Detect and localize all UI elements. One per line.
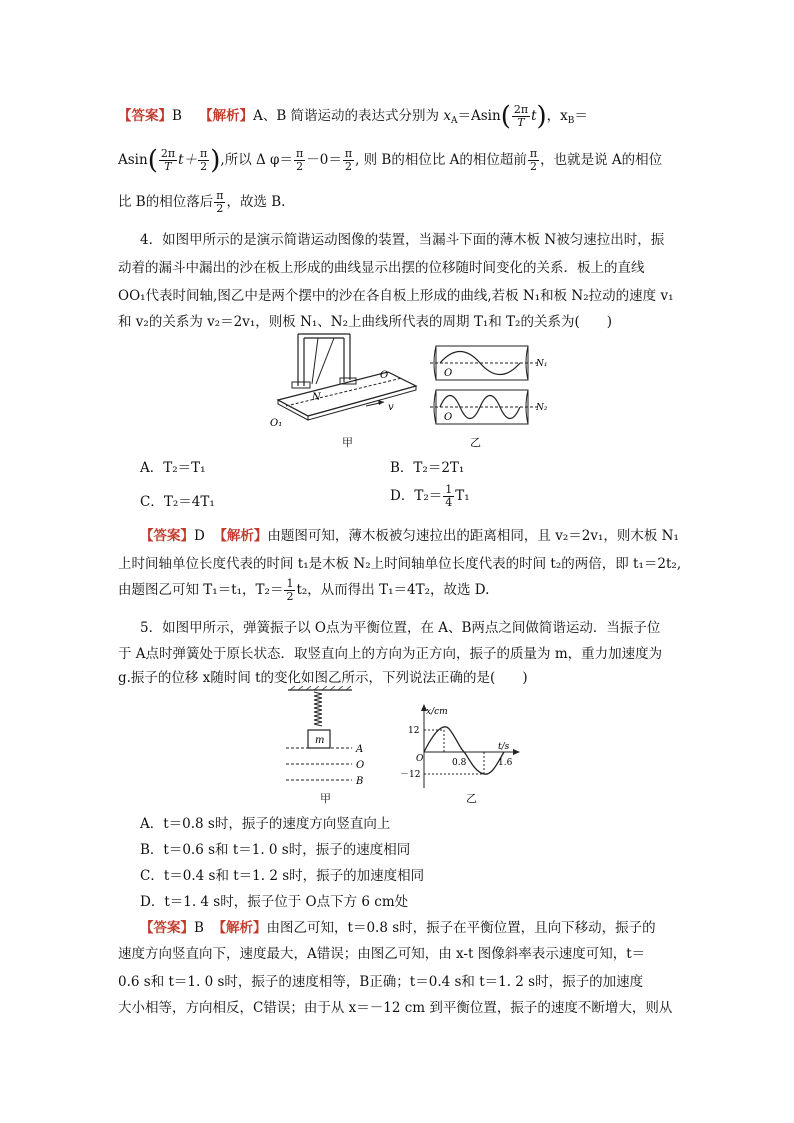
q4-figure-yi: [430, 342, 560, 428]
q3-text: ＝Asin: [457, 108, 501, 124]
fraction: [528, 148, 539, 173]
q3-text: ,所以 Δ φ＝: [220, 152, 293, 168]
q4-stem-4: 和 v₂的关系为 v₂＝2v₁，则板 N₁、N₂上曲线所代表的周期 T₁和 T₂的关系为( ): [118, 314, 612, 330]
q5-solution-3: 0.6 s和 t＝1. 0 s时，振子的速度相等，B正确；t＝0.4 s和 t＝1. 2 s时，振子的加速度: [118, 974, 644, 990]
q5-option-c: C．t＝0.4 s和 t＝1. 2 s时，振子的加速度相同: [140, 868, 425, 884]
frac-num: 2π: [513, 103, 529, 116]
option-text: T₁: [455, 488, 470, 504]
q5-option-a: A．t＝0.8 s时，振子的速度方向竖直向上: [140, 816, 391, 832]
paren: (: [500, 101, 511, 132]
q4-solution-2: 上时间轴单位长度代表的时间 t₁是木板 N₂上时间轴单位长度代表的时间 t₂的两倍，即 t₁＝2t₂,: [118, 556, 682, 572]
fraction: [214, 190, 225, 215]
label-O: O: [356, 760, 365, 771]
solution-text: 由题图乙可知 T₁＝t₁，T₂＝: [118, 582, 284, 598]
label-O: O: [380, 370, 389, 381]
frac-den: 2: [200, 160, 208, 173]
q3-text: , 则 B的相位比 A的相位超前: [355, 152, 527, 168]
q4-caption-yi: 乙: [470, 436, 481, 449]
fraction: [198, 148, 209, 173]
q5-caption-jia: 甲: [320, 792, 331, 805]
q4-figure-jia: [268, 330, 428, 430]
q3-answer: B: [172, 108, 182, 124]
label-v: v: [388, 402, 394, 413]
origin-O: O: [416, 754, 424, 764]
answer-tag: 【答案】: [140, 920, 194, 936]
tick-n12: －12: [400, 770, 421, 780]
answer-tag: 【答案】: [118, 108, 172, 124]
q3-text: －0＝: [306, 152, 342, 168]
frac-num: π: [529, 147, 538, 160]
label-m: m: [315, 735, 325, 746]
q3-answer-line-2: [118, 145, 663, 176]
frac-den: 2: [344, 160, 352, 173]
q4-stem-1: 4．如图甲所示的是演示简谐运动图像的装置，当漏斗下面的薄木板 N被匀速拉出时，振: [140, 232, 665, 248]
q5-answer: B: [194, 920, 204, 936]
frac-den: 4: [445, 496, 453, 509]
label-N: N: [312, 392, 321, 403]
label-A: A: [356, 744, 364, 755]
q3-var: t＋: [178, 152, 198, 168]
option-text: D．T₂＝: [390, 488, 443, 504]
q4-option-a: A．T₂＝T₁: [140, 460, 206, 476]
paren: (: [147, 145, 158, 176]
q3-text: ，故选 B.: [226, 194, 286, 210]
frac-den: 2: [296, 160, 304, 173]
q3-var: x: [443, 108, 451, 124]
frac-num: π: [296, 147, 304, 160]
analysis-tag: 【解析】: [212, 920, 267, 936]
q5-figure-yi: [394, 702, 524, 790]
q3-text: ，x: [546, 108, 568, 124]
label-O1: O₁: [270, 418, 283, 429]
q4-stem-2: 动着的漏斗中漏出的沙在板上形成的曲线显示出摆的位移随时间变化的关系．板上的直线: [118, 260, 645, 276]
answer-tag: 【答案】: [140, 528, 194, 544]
analysis-tag: 【解析】: [213, 528, 268, 544]
q4-caption-jia: 甲: [342, 436, 353, 449]
q5-stem-3: g.振子的位移 x随时间 t的变化如图乙所示，下列说法正确的是( ): [118, 670, 528, 686]
q3-text: A、B 简谐运动的表达式分别为: [253, 108, 444, 124]
q5-caption-yi: 乙: [466, 792, 477, 805]
q4-answer: D: [194, 528, 205, 544]
frac-den: T: [164, 160, 172, 173]
arrow-head: [378, 400, 384, 405]
tick-12: 12: [408, 726, 420, 736]
solution-text: t₂，从而得出 T₁＝4T₂，故选 D.: [296, 582, 490, 598]
label-N2: N₂: [536, 403, 548, 413]
analysis-tag: 【解析】: [199, 108, 254, 124]
frac-den: T: [517, 116, 525, 129]
q5-solution-2: 速度方向竖直向下，速度最大，A错误；由图乙可知，由 x-t 图像斜率表示速度可知，t＝: [118, 946, 646, 962]
tick-16: 1.6: [498, 758, 513, 768]
frac-den: 2: [286, 590, 294, 603]
q3-text: ，也就是说 A的相位: [540, 152, 663, 168]
paren: ): [210, 145, 221, 176]
q4-option-c: C．T₂＝4T₁: [140, 494, 215, 510]
pendulum-string: [316, 338, 334, 384]
q4-option-d: [390, 484, 470, 509]
q3-answer-line-3: [118, 190, 285, 215]
label-O: O: [444, 368, 453, 379]
q3-var: t: [531, 108, 537, 124]
x-arrow: [513, 749, 520, 755]
label-N1: N₁: [536, 359, 548, 369]
q3-text: Asin: [118, 152, 148, 168]
q5-figure-jia: [282, 686, 382, 786]
q3-answer-line-1: [118, 101, 588, 132]
x-label: t/s: [498, 742, 510, 752]
fraction: [443, 484, 454, 509]
fraction: [284, 578, 295, 603]
q4-solution-3: [118, 578, 489, 603]
q3-text: 比 B的相位落后: [118, 194, 214, 210]
pendulum-string: [312, 338, 318, 384]
fraction: [159, 148, 177, 173]
paren: ): [536, 101, 547, 132]
fraction: [343, 148, 354, 173]
q5-solution-1: [140, 916, 656, 936]
frac-num: 1: [445, 483, 453, 496]
frac-den: 2: [530, 160, 538, 173]
q4-solution-1: [140, 524, 679, 544]
frac-den: 2: [216, 202, 224, 215]
tick-08: 0.8: [452, 758, 467, 768]
fraction: [512, 104, 530, 129]
q5-option-b: B．t＝0.6 s和 t＝1. 0 s时，振子的速度相同: [140, 842, 411, 858]
q3-sub: A: [450, 116, 458, 126]
label-B: B: [356, 776, 364, 786]
q5-solution-4: 大小相等，方向相反，C错误；由于从 x＝－12 cm 到平衡位置，振子的速度不断增大，则从: [118, 1000, 673, 1016]
q3-sub: B: [567, 116, 575, 126]
frac-num: π: [200, 147, 208, 160]
frame-base: [292, 382, 310, 388]
q4-option-b: B．T₂＝2T₁: [390, 460, 465, 476]
frac-num: π: [344, 147, 353, 160]
y-label: x/cm: [426, 707, 448, 717]
fraction: [294, 148, 305, 173]
q4-stem-3: OO₁代表时间轴,图乙中是两个摆中的沙在各自板上形成的曲线,若板 N₁和板 N₂拉动的速度 v₁: [118, 288, 674, 304]
frac-num: 2π: [160, 147, 176, 160]
q3-text: ＝: [574, 108, 588, 124]
label-O: O: [444, 412, 453, 423]
spring: [314, 692, 322, 726]
solution-text: 由题图可知，薄木板被匀速拉出的距离相同，且 v₂＝2v₁，则木板 N₁: [267, 528, 679, 544]
q5-stem-1: 5．如图甲所示，弹簧振子以 O点为平衡位置，在 A、B两点之间做简谐运动．当振子位: [140, 620, 661, 636]
q5-option-d: D．t＝1. 4 s时，振子位于 O点下方 6 cm处: [140, 894, 409, 910]
q5-stem-2: 于 A点时弹簧处于原长状态．取竖直向上的方向为正方向，振子的质量为 m，重力加速度为: [118, 646, 663, 662]
solution-text: 由图乙可知，t＝0.8 s时，振子在平衡位置，且向下移动，振子的: [266, 920, 656, 936]
frac-num: 1: [286, 577, 294, 590]
frac-num: π: [216, 189, 224, 202]
